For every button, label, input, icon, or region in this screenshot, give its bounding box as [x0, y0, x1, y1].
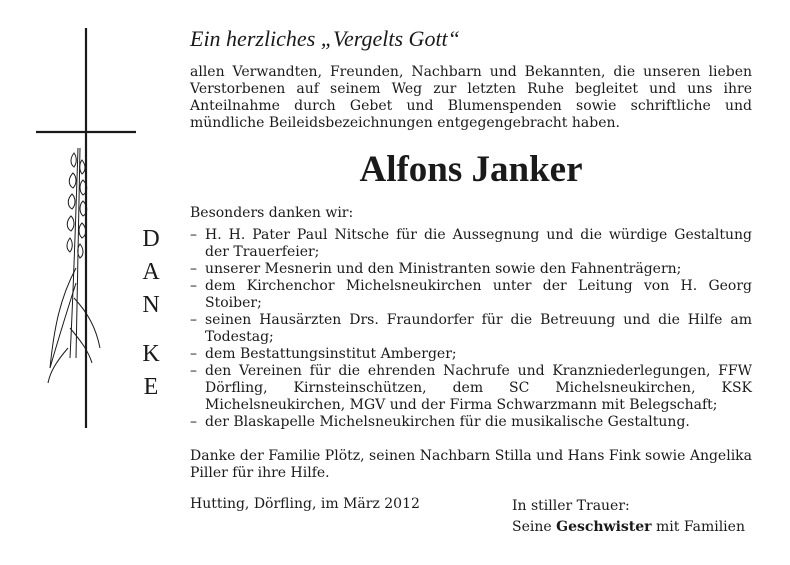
list-item [190, 278, 752, 312]
list-item-text: dem Kirchenchor Michelsneukirchen unter der Leitung von H. Georg Stoiber; [205, 278, 752, 311]
list-item-text: den Vereinen für die ehrenden Nachrufe und Kranzniederlegungen, FFW Dörfling, Kirnsteinschützen, dem SC Michelsneukirchen, KSK Michelsneukirchen, MGV und der Firma Schwarzmann mit Belegschaft; [205, 363, 752, 413]
closing-paragraph: Danke der Familie Plötz, seinen Nachbarn Stilla und Hans Fink sowie Angelika Piller für ihre Hilfe. [190, 448, 752, 481]
list-dash: – [190, 363, 197, 379]
cross-with-wheat-icon [30, 28, 140, 428]
mourners-prefix: Seine [512, 519, 557, 535]
list-dash: – [190, 312, 197, 328]
list-dash: – [190, 346, 197, 362]
intro-paragraph: allen Verwandten, Freunden, Nachbarn und Bekannten, die unseren lieben Verstorbenen auf seinem Weg zur letzten Ruhe begleitet und uns ihre Anteilnahme durch Gebet und Blumenspenden sowie schriftliche und mündliche Beileidsbezeichnungen entgegengebracht haben. [190, 64, 752, 131]
danke-letter: E [143, 374, 159, 400]
list-item [190, 227, 752, 261]
thanks-list [190, 227, 752, 431]
mourners-line2 [512, 517, 745, 538]
thanks-intro: Besonders danken wir: [190, 205, 354, 221]
heading: Ein herzliches „Vergelts Gott“ [190, 26, 460, 51]
list-item [190, 261, 752, 278]
list-item [190, 346, 752, 363]
list-item-text: der Blaskapelle Michelsneukirchen für die musikalische Gestaltung. [205, 414, 690, 430]
mourners-signature [512, 496, 745, 538]
list-item-text: H. H. Pater Paul Nitsche für die Aussegnung und die würdige Gestaltung der Trauerfeier; [205, 227, 752, 260]
list-item-text: dem Bestattungsinstitut Amberger; [205, 346, 457, 362]
danke-letter: D [142, 226, 160, 252]
danke-letter: N [142, 292, 160, 318]
mourners-suffix: mit Familien [651, 519, 745, 535]
list-dash: – [190, 261, 197, 277]
list-item-text: unserer Mesnerin und den Ministranten sowie den Fahnenträgern; [205, 261, 682, 277]
list-dash: – [190, 227, 197, 243]
danke-letter: K [142, 341, 160, 367]
place-date: Hutting, Dörfling, im März 2012 [190, 496, 420, 512]
deceased-name: Alfons Janker [359, 149, 583, 190]
danke-letter: A [142, 259, 160, 285]
list-dash: – [190, 414, 197, 430]
list-item [190, 363, 752, 414]
list-item [190, 414, 752, 431]
list-dash: – [190, 278, 197, 294]
mourners-bold: Geschwister [556, 519, 652, 535]
list-item [190, 312, 752, 346]
mourners-line1: In stiller Trauer: [512, 498, 630, 514]
list-item-text: seinen Hausärzten Drs. Fraundorfer für die Betreuung und die Hilfe am Todestag; [205, 312, 752, 345]
